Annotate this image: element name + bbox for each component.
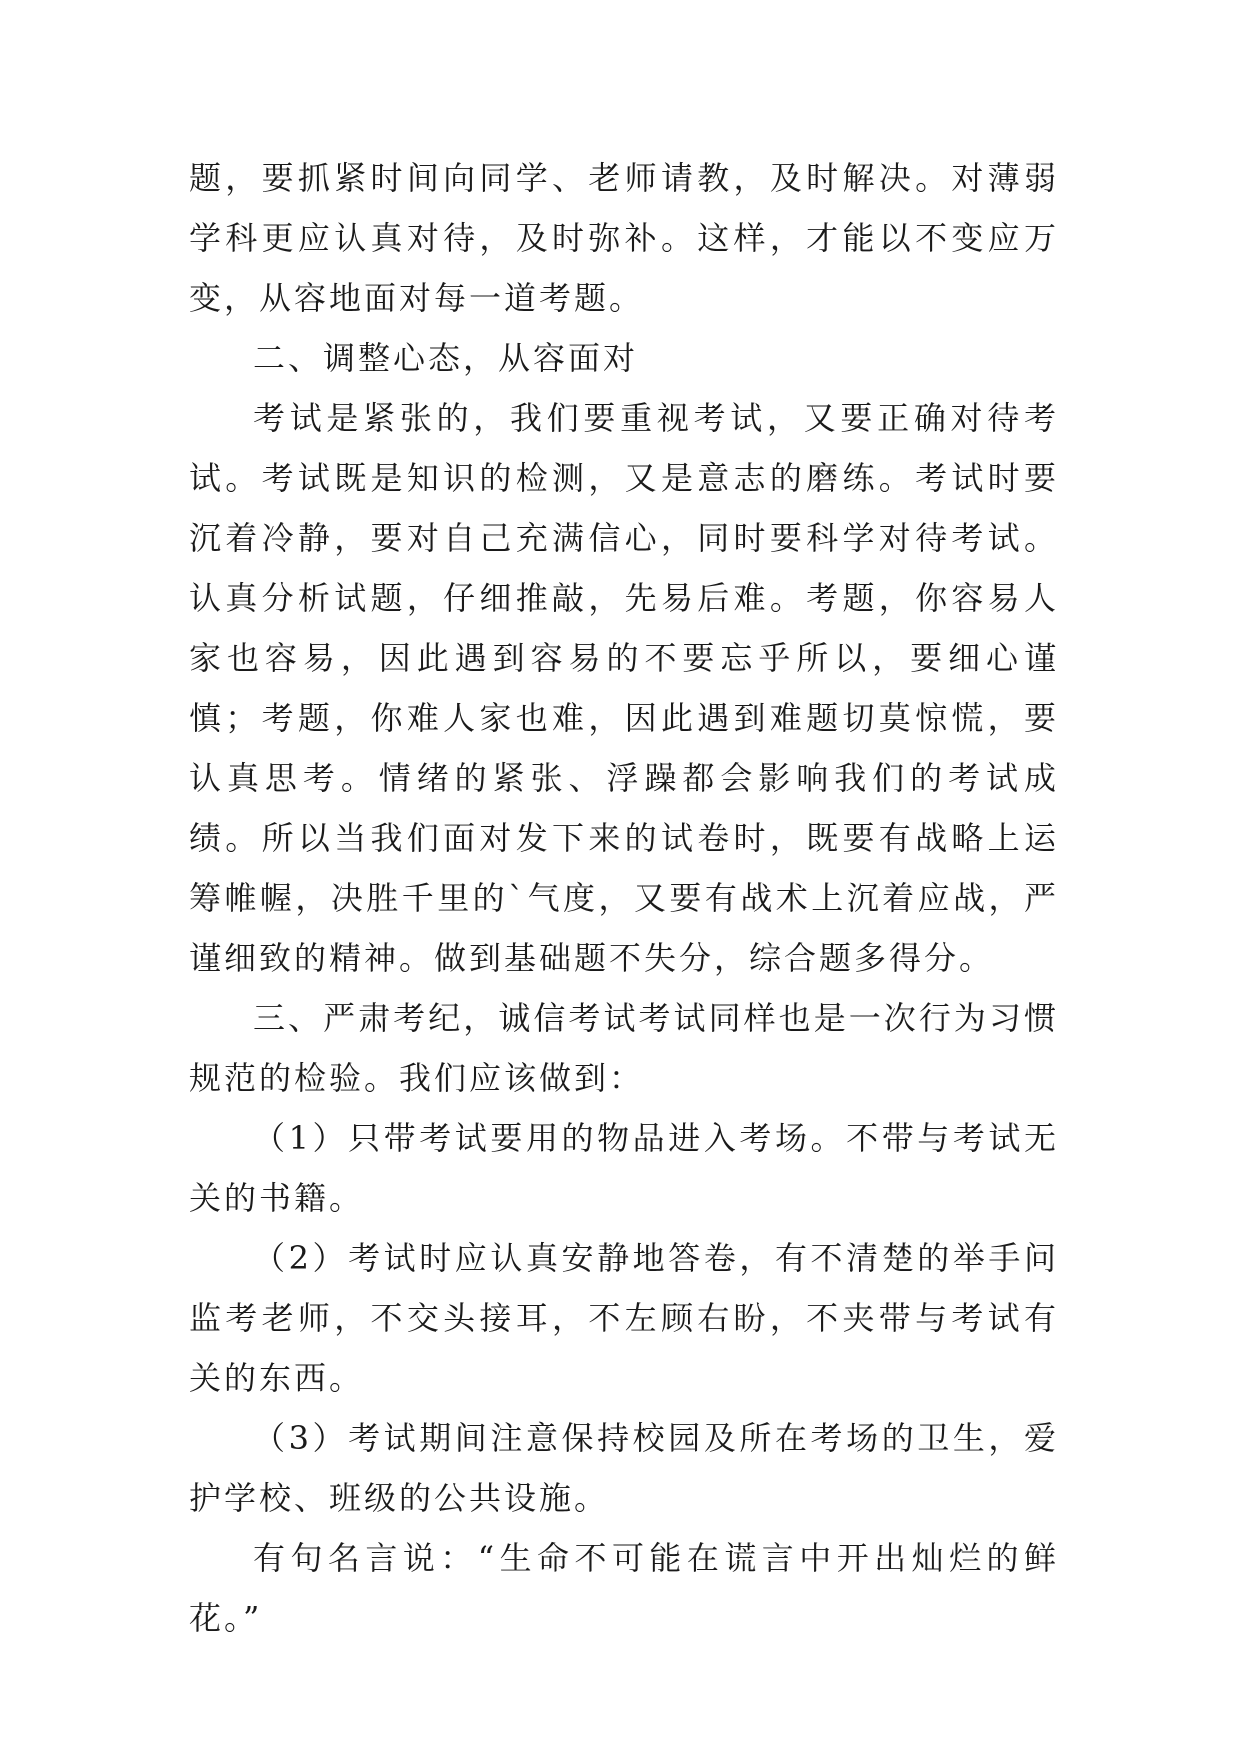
list-item-1: （1）只带考试要用的物品进入考场。不带与考试无关的书籍。 — [189, 1119, 1059, 1217]
list-item-2: （2）考试时应认真安静地答卷，有不清楚的举手问监考老师，不交头接耳，不左顾右盼，不夹带与考试有关的东西。 — [189, 1239, 1059, 1397]
paragraph-3: 考试是紧张的，我们要重视考试，又要正确对待考试。考试既是知识的检测，又是意志的磨练。考试时要沉着冷静，要对自己充满信心，同时要科学对待考试。认真分析试题，仔细推敲，先易后难。考题，你容易人家也容易，因此遇到容易的不要忘乎所以，要细心谨慎；考题，你难人家也难，因此遇到难题切莫惊慌，要认真思考。情绪的紧张、浮躁都会影响我们的考试成绩。所以当我们面对发下来的试卷时，既要有战略上运筹帷幄，决胜千里的`气度，又要有战术上沉着应战，严谨细致的精神。做到基础题不失分，综合题多得分。 — [189, 399, 1059, 977]
section-heading-2: 二、调整心态，从容面对 — [253, 339, 639, 377]
paragraph-1: 题，要抓紧时间向同学、老师请教，及时解决。对薄弱学科更应认真对待，及时弥补。这样，才能以不变应万变，从容地面对每一道考题。 — [189, 159, 1059, 317]
paragraph-quote: 有句名言说：“生命不可能在谎言中开出灿烂的鲜花。” — [189, 1539, 1059, 1637]
list-item-3: （3）考试期间注意保持校园及所在考场的卫生，爱护学校、班级的公共设施。 — [189, 1419, 1059, 1517]
document-body — [189, 148, 1059, 1648]
section-heading-3: 三、严肃考纪，诚信考试考试同样也是一次行为习惯规范的检验。我们应该做到： — [189, 999, 1059, 1097]
